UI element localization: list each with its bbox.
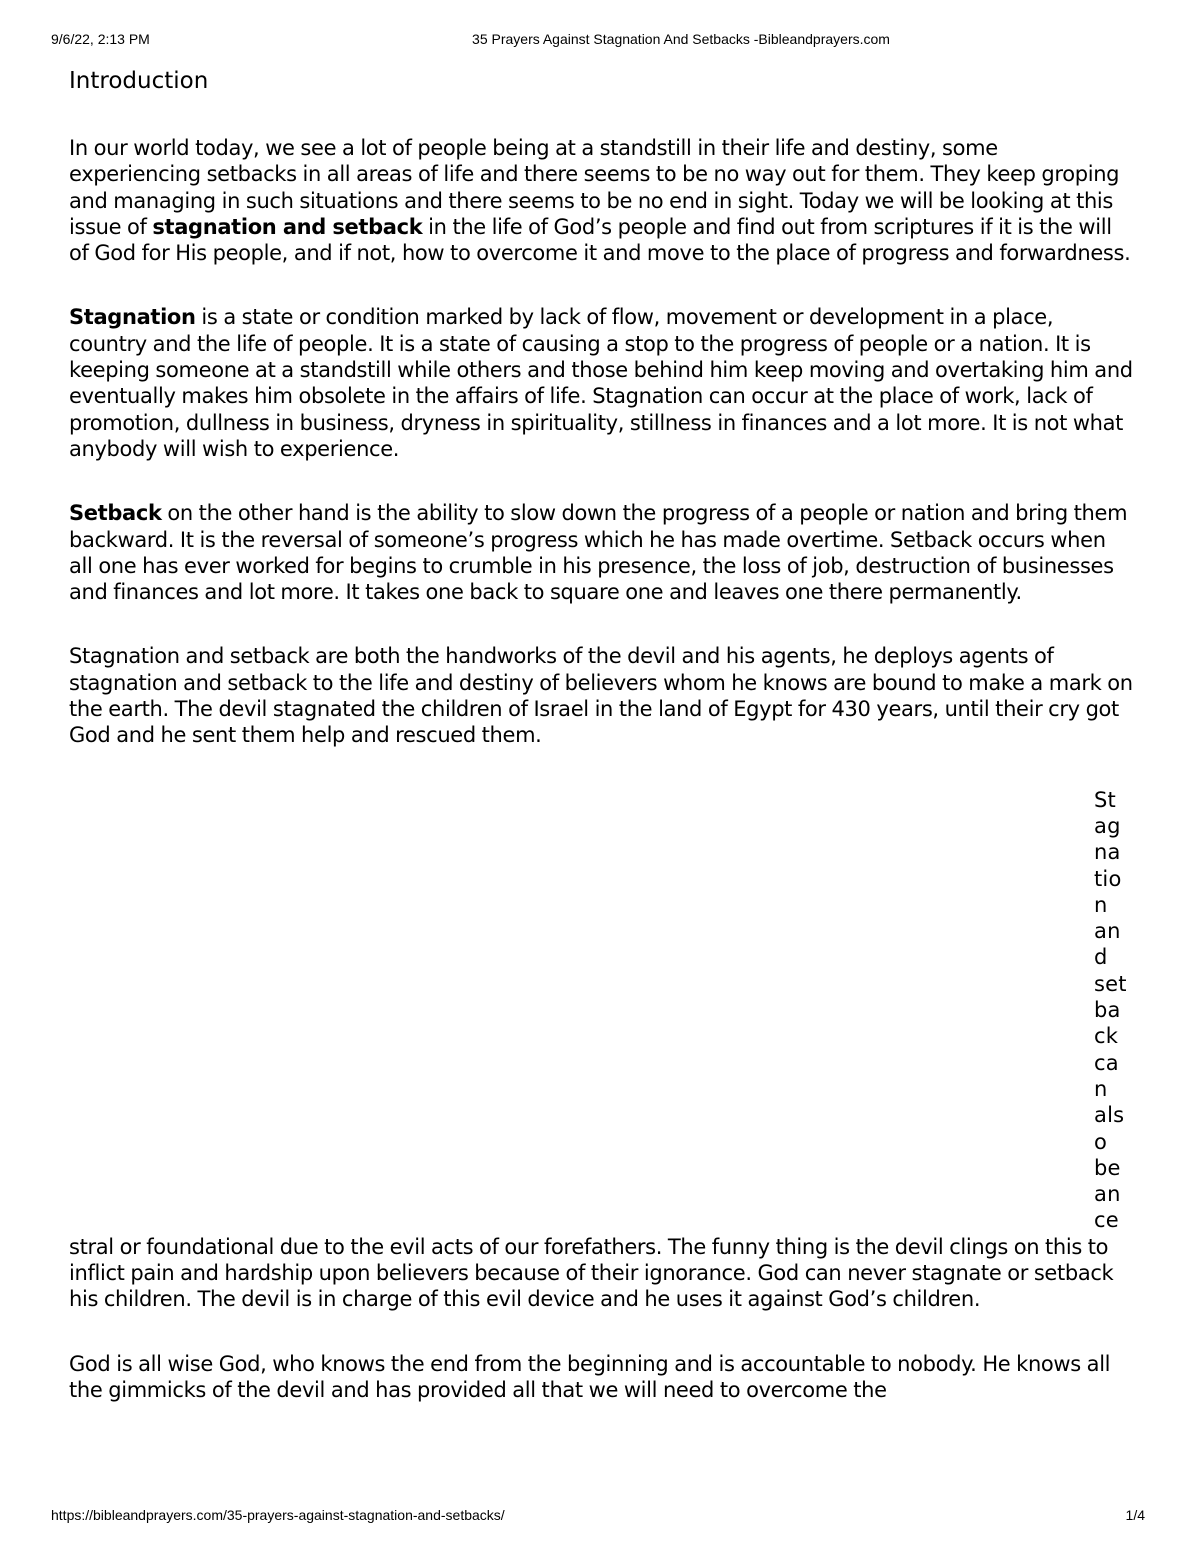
paragraph-text: God is all wise God, who knows the end from the beginning and is accountable to nobody. He knows all the gimmicks of the devil and has provided all that we will need to overcome the bbox=[69, 1351, 1111, 1402]
narrow-text-fragment: St bbox=[1094, 787, 1116, 812]
article-body bbox=[69, 65, 1134, 1403]
article-heading: Introduction bbox=[69, 68, 209, 94]
narrow-text-fragment: als bbox=[1094, 1103, 1125, 1128]
print-url: https://bibleandprayers.com/35-prayers-against-stagnation-and-setbacks/ bbox=[51, 1507, 505, 1523]
narrow-text-fragment: be bbox=[1094, 1155, 1121, 1180]
narrow-text-fragment: d bbox=[1094, 945, 1108, 970]
bold-term-stagnation: Stagnation bbox=[69, 305, 196, 330]
paragraph-text: In our world today, we see a lot of people being at a standstill in their life and destiny, some experiencing setbacks in all areas of life and there seems to be no way out for them. They keep groping and managing in such situations and there seems to be no end in sight. Today we will be looking at this issue of bbox=[69, 136, 1120, 239]
narrow-text-fragment: ca bbox=[1094, 1050, 1119, 1075]
paragraph-handworks bbox=[69, 643, 1134, 748]
paragraph-setback bbox=[69, 500, 1134, 605]
narrow-text-fragment: tio bbox=[1094, 866, 1122, 891]
paragraph-text: on the other hand is the ability to slow down the progress of a people or nation and bring them backward. It is the reversal of someone’s progress which he has made overtime. Setback occurs when all one has ever worked for begins to crumble in his presence, the loss of job, destruction of businesses and finances and lot more. It takes one back to square one and leaves one there permanently. bbox=[69, 501, 1128, 605]
print-datetime: 9/6/22, 2:13 PM bbox=[51, 31, 150, 47]
narrow-text-fragment: ba bbox=[1094, 998, 1121, 1023]
paragraph-stagnation bbox=[69, 304, 1134, 462]
paragraph-ancestral bbox=[69, 749, 1134, 1313]
paragraph-text: is a state or condition marked by lack of flow, movement or development in a place, country and the life of people. It is a state of causing a stop to the progress of people or a nation. It is keeping someone at a standstill while others and those behind him keep moving and overtaking him and eventually makes him obsolete in the affairs of life. Stagnation can occur at the place of work, lack of promotion, dullness in business, dryness in spirituality, stillness in finances and a lot more. It is not what anybody will wish to experience. bbox=[69, 305, 1133, 461]
narrow-text-fragment: an bbox=[1094, 1182, 1121, 1207]
bold-phrase: stagnation and setback bbox=[152, 214, 423, 239]
narrow-text-fragment: ag bbox=[1094, 813, 1121, 838]
paragraph-all-wise bbox=[69, 1351, 1134, 1404]
narrow-text-fragment: ce bbox=[1094, 1208, 1119, 1233]
narrow-text-fragment: na bbox=[1094, 840, 1121, 865]
narrow-text-fragment: set bbox=[1094, 971, 1127, 996]
narrow-text-column bbox=[1094, 787, 1134, 1234]
narrow-text-fragment: ck bbox=[1094, 1024, 1119, 1049]
paragraph-text: stral or foundational due to the evil acts of our forefathers. The funny thing is the devil clings on this to inflict pain and hardship upon believers because of their ignorance. God can never stagnate or setback his children. The devil is in charge of this evil device and he uses it against God’s children. bbox=[69, 1234, 1114, 1312]
print-footer bbox=[0, 1507, 1200, 1525]
narrow-text-fragment: n bbox=[1094, 1076, 1108, 1101]
paragraph-text: Stagnation and setback are both the handworks of the devil and his agents, he deploys agents of stagnation and setback to the life and destiny of believers whom he knows are bound to make a mark on the earth. The devil stagnated the children of Israel in the land of Egypt for 430 years, until their cry got God and he sent them help and rescued them. bbox=[69, 644, 1133, 748]
print-header bbox=[0, 31, 1200, 49]
print-page-number: 1/4 bbox=[1125, 1507, 1145, 1523]
bold-term-setback: Setback bbox=[69, 501, 162, 526]
paragraph-introduction bbox=[69, 135, 1134, 266]
narrow-text-fragment: o bbox=[1094, 1129, 1108, 1154]
print-page-title: 35 Prayers Against Stagnation And Setbacks -Bibleandprayers.com bbox=[472, 31, 890, 47]
paragraph-text: in the life of God’s people and find out from scriptures if it is the will of God for His people, and if not, how to overcome it and move to the place of progress and forwardness. bbox=[69, 214, 1131, 266]
narrow-text-fragment: n bbox=[1094, 892, 1108, 917]
narrow-text-fragment: an bbox=[1094, 919, 1121, 944]
